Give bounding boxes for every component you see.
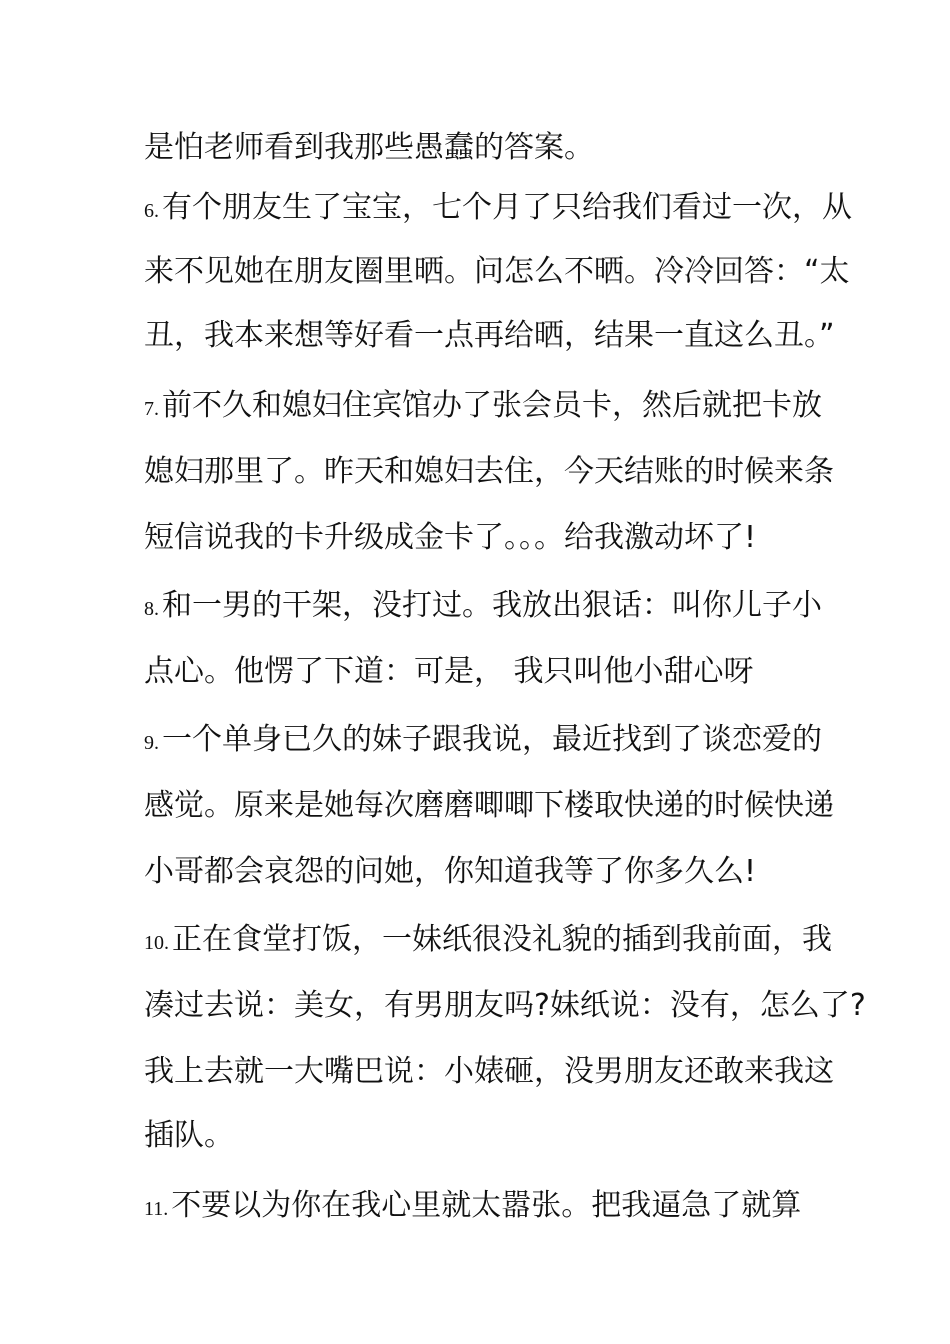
text-line [144, 652, 754, 692]
text-line [144, 852, 756, 892]
text-line [144, 128, 594, 168]
line-text: 和一男的干架，没打过。我放出狠话：叫你儿子小 [162, 588, 822, 623]
text-line [144, 316, 835, 356]
text-line [144, 986, 866, 1026]
item-number: 9. [144, 732, 159, 754]
item-number: 11. [144, 1198, 169, 1220]
line-text: 短信说我的卡升级成金卡了。。。给我激动坏了! [144, 520, 757, 555]
line-text: 有个朋友生了宝宝，七个月了只给我们看过一次，从 [162, 190, 852, 225]
text-line [144, 1052, 834, 1092]
line-text: 凑过去说：美女，有男朋友吗?妹纸说：没有，怎么了? [144, 988, 866, 1023]
line-text: 一个单身已久的妹子跟我说，最近找到了谈恋爱的 [162, 722, 822, 757]
line-text: 是怕老师看到我那些愚蠢的答案。 [144, 130, 594, 165]
line-text: 我上去就一大嘴巴说：小婊砸，没男朋友还敢来我这 [144, 1054, 834, 1089]
text-line [144, 920, 832, 963]
line-text: 点心。他愣了下道：可是， 我只叫他小甜心呀 [144, 654, 754, 689]
item-number: 7. [144, 398, 159, 420]
text-line [144, 786, 834, 826]
text-line [144, 386, 822, 429]
text-line [144, 452, 834, 492]
line-text: 前不久和媳妇住宾馆办了张会员卡，然后就把卡放 [162, 388, 822, 423]
text-line [144, 518, 756, 558]
line-text: 媳妇那里了。昨天和媳妇去住，今天结账的时候来条 [144, 454, 834, 489]
line-text: 来不见她在朋友圈里晒。问怎么不晒。冷冷回答：“太 [144, 254, 850, 289]
item-number: 8. [144, 598, 159, 620]
line-text: 正在食堂打饭，一妹纸很没礼貌的插到我前面，我 [172, 922, 832, 957]
text-line [144, 1186, 801, 1229]
line-text: 插队。 [144, 1118, 234, 1153]
line-text: 小哥都会哀怨的问她，你知道我等了你多久么! [144, 854, 757, 889]
text-line [144, 720, 822, 763]
line-text: 感觉。原来是她每次磨磨唧唧下楼取快递的时候快递 [144, 788, 834, 823]
text-line [144, 586, 822, 629]
text-line [144, 188, 852, 231]
text-line [144, 1116, 234, 1156]
item-number: 6. [144, 200, 159, 222]
item-number: 10. [144, 932, 169, 954]
text-line [144, 252, 850, 292]
line-text: 不要以为你在我心里就太嚣张。把我逼急了就算 [171, 1188, 802, 1223]
line-text: 丑，我本来想等好看一点再给晒，结果一直这么丑。” [144, 318, 835, 353]
